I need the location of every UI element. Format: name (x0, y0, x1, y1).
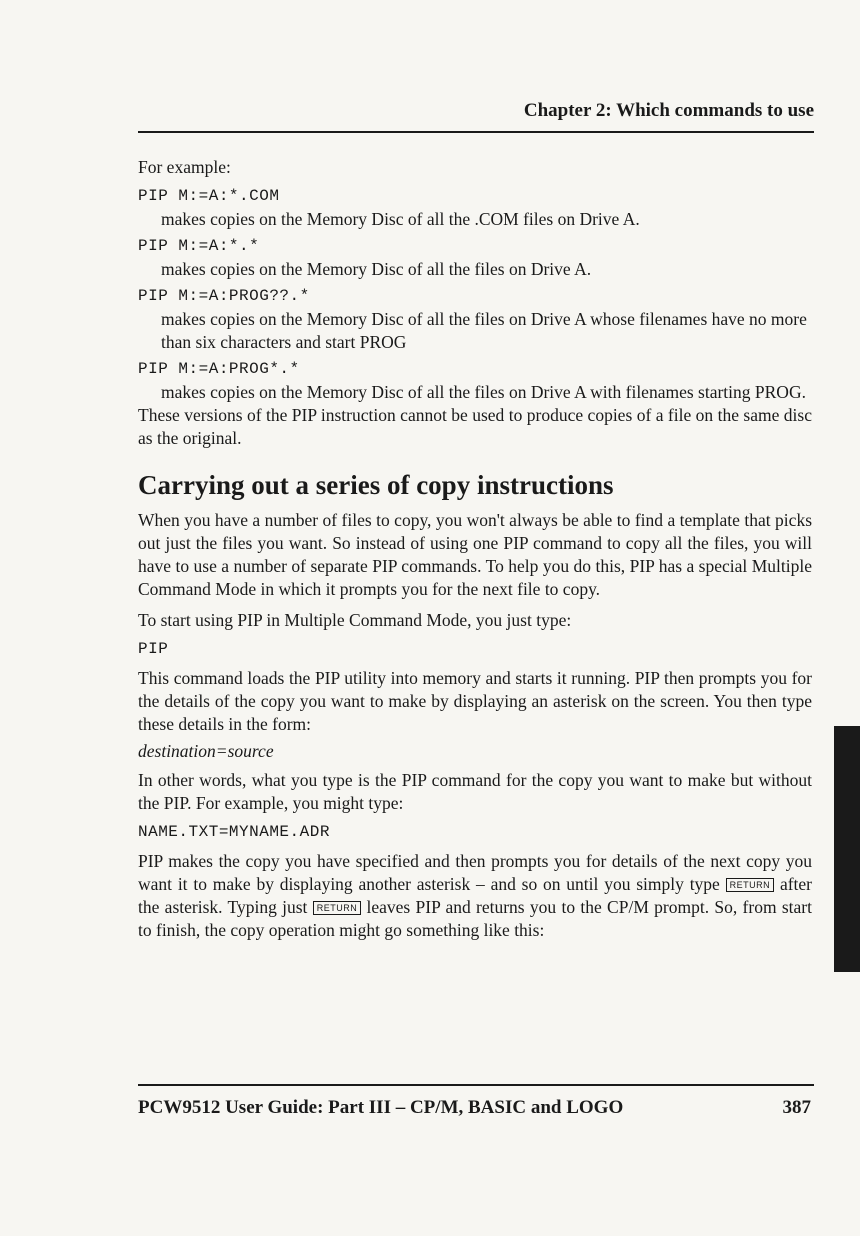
return-key-icon: RETURN (726, 878, 775, 892)
section-heading: Carrying out a series of copy instructions (138, 470, 614, 500)
code-line: NAME.TXT=MYNAME.ADR (138, 823, 330, 841)
example-command: PIP M:=A:*.* (138, 237, 260, 255)
paragraph: In other words, what you type is the PIP command for the copy you want to make but without the PIP. For example, you might type: (138, 770, 812, 813)
paragraph: This command loads the PIP utility into memory and starts it running. PIP then prompts you for the details of the copy you want to make by displaying an asterisk on the screen. You then type these details in the form: (138, 668, 812, 734)
code-line: PIP (138, 640, 169, 658)
intro-text: For example: (138, 157, 231, 177)
example-description: makes copies on the Memory Disc of all the files on Drive A whose filenames have no more than six characters and start PROG (161, 309, 807, 352)
example-description: makes copies on the Memory Disc of all the files on Drive A. (161, 259, 592, 279)
section-thumb-tab (834, 726, 860, 972)
return-key-icon: RETURN (313, 901, 362, 915)
example-description: makes copies on the Memory Disc of all the .COM files on Drive A. (161, 209, 640, 229)
paragraph (138, 850, 812, 942)
text-run: leaves PIP and returns you to the CP/M prompt. So, from start to finish, the copy operation might go something like this: (138, 897, 812, 940)
header-rule (138, 131, 814, 133)
paragraph: When you have a number of files to copy, you won't always be able to find a template that picks out just the files you want. So instead of using one PIP command to copy all the files, you will have to use a number of separate PIP commands. To help you do this, PIP has a special Multiple Command Mode in which it prompts you for the next file to copy. (138, 510, 812, 599)
running-header: Chapter 2: Which commands to use (523, 100, 814, 121)
example-command: PIP M:=A:PROG*.* (138, 360, 300, 378)
example-command: PIP M:=A:PROG??.* (138, 287, 310, 305)
page-number: 387 (782, 1097, 811, 1118)
page-body (138, 156, 812, 942)
example-description: makes copies on the Memory Disc of all the files on Drive A with filenames starting PROG. (161, 382, 806, 402)
text-run: after the asterisk. Typing just (138, 874, 813, 917)
footer-title: PCW9512 User Guide: Part III – CP/M, BASIC and LOGO (138, 1097, 624, 1118)
example-command: PIP M:=A:*.COM (138, 187, 280, 205)
form-syntax: destination=source (138, 741, 274, 761)
footer-rule (138, 1084, 814, 1086)
text-run: PIP makes the copy you have specified and then prompts you for details of the next copy you want it to make by displaying another asterisk – and so on until you simply type (138, 851, 812, 894)
note-paragraph: These versions of the PIP instruction cannot be used to produce copies of a file on the same disc as the original. (138, 405, 812, 448)
paragraph: To start using PIP in Multiple Command Mode, you just type: (138, 610, 572, 630)
